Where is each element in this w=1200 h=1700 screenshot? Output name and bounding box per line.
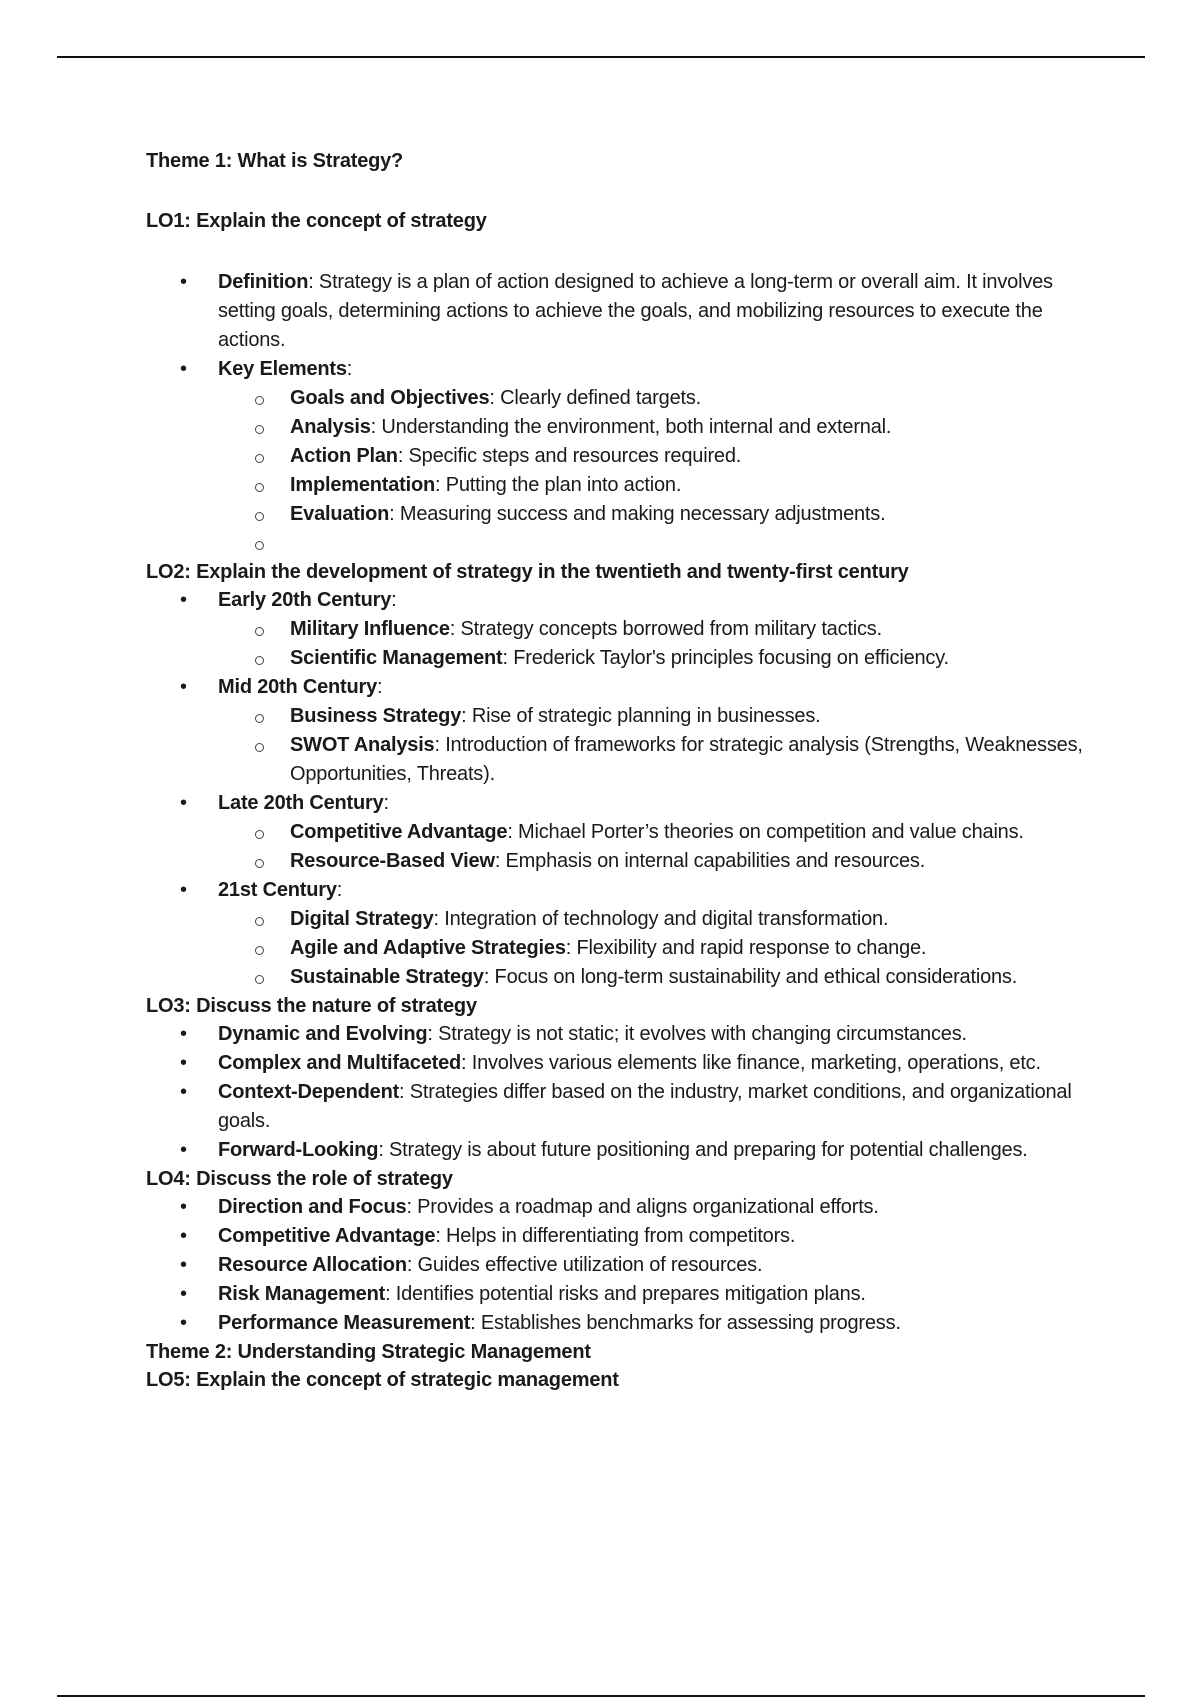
- item-term: Implementation: [290, 474, 435, 496]
- list-item: [218, 615, 1086, 644]
- item-term: Risk Management: [218, 1283, 386, 1305]
- lo2-list: [146, 586, 1086, 992]
- item-term: Analysis: [290, 416, 371, 438]
- lo1-heading: LO1: Explain the concept of strategy: [146, 210, 487, 232]
- item-text: : Provides a roadmap and aligns organizational efforts.: [406, 1196, 879, 1218]
- item-text: : Emphasis on internal capabilities and resources.: [494, 850, 926, 872]
- item-text: : Frederick Taylor's principles focusing on efficiency.: [502, 647, 949, 669]
- footer-rule: [57, 1695, 1145, 1697]
- item-text: : Strategy concepts borrowed from military tactics.: [449, 618, 882, 640]
- sub-list: [218, 818, 1086, 876]
- item-term: Definition: [218, 271, 309, 293]
- list-item: [218, 818, 1086, 847]
- item-term: Context-Dependent: [218, 1081, 400, 1103]
- item-term: Business Strategy: [290, 705, 462, 727]
- item-term: Key Elements: [218, 358, 347, 380]
- item-text: :: [377, 676, 383, 698]
- list-item: [218, 442, 1086, 471]
- item-term: Goals and Objectives: [290, 387, 490, 409]
- item-term: Performance Measurement: [218, 1312, 471, 1334]
- list-item: [146, 1251, 1086, 1280]
- lo4-list: [146, 1193, 1086, 1338]
- item-term: Military Influence: [290, 618, 450, 640]
- list-item: [146, 586, 1086, 673]
- list-item: [218, 905, 1086, 934]
- item-term: SWOT Analysis: [290, 734, 435, 756]
- sub-list: [218, 702, 1086, 789]
- item-text: : Strategies differ based on the industry, market conditions, and organizational goals.: [218, 1081, 1072, 1132]
- item-term: Competitive Advantage: [290, 821, 508, 843]
- list-item: [146, 876, 1086, 992]
- key-elements-list: [218, 384, 1086, 558]
- list-item: [146, 789, 1086, 876]
- list-item: [146, 673, 1086, 789]
- list-item: [218, 471, 1086, 500]
- item-term: Competitive Advantage: [218, 1225, 436, 1247]
- list-item: [218, 731, 1086, 789]
- item-text: :: [336, 879, 343, 901]
- list-item: [218, 644, 1086, 673]
- item-text: : Helps in differentiating from competitors.: [435, 1225, 796, 1247]
- item-text: :: [383, 792, 389, 814]
- item-text: : Michael Porter’s theories on competition and value chains.: [507, 821, 1024, 843]
- theme1-heading: Theme 1: What is Strategy?: [146, 150, 404, 172]
- item-term: Forward-Looking: [218, 1139, 379, 1161]
- list-item: [146, 1309, 1086, 1338]
- item-text: : Measuring success and making necessary adjustments.: [389, 503, 886, 525]
- list-item: [146, 1222, 1086, 1251]
- item-text: : Guides effective utilization of resources.: [406, 1254, 763, 1276]
- item-term: Agile and Adaptive Strategies: [290, 937, 566, 959]
- list-item: [146, 1193, 1086, 1222]
- item-text: : Introduction of frameworks for strategic analysis (Strengths, Weaknesses, Opportunities, Threats).: [290, 734, 1083, 785]
- empty-list-item: [218, 529, 1086, 558]
- item-text: : Clearly defined targets.: [489, 387, 701, 409]
- list-item: [218, 413, 1086, 442]
- list-item: [218, 963, 1086, 992]
- item-term: Early 20th Century: [218, 589, 392, 611]
- item-term: Dynamic and Evolving: [218, 1023, 428, 1045]
- item-text: :: [391, 589, 397, 611]
- item-term: 21st Century: [218, 879, 337, 901]
- header-rule: [57, 56, 1145, 58]
- item-term: Complex and Multifaceted: [218, 1052, 462, 1074]
- lo5-heading: LO5: Explain the concept of strategic management: [146, 1369, 619, 1391]
- item-term: Resource Allocation: [218, 1254, 407, 1276]
- document-body: [146, 147, 1086, 1394]
- item-text: : Flexibility and rapid response to change.: [565, 937, 927, 959]
- sub-list: [218, 615, 1086, 673]
- theme2-heading: Theme 2: Understanding Strategic Management: [146, 1341, 591, 1363]
- list-item: [146, 355, 1086, 558]
- lo4-heading: LO4: Discuss the role of strategy: [146, 1168, 453, 1190]
- item-text: : Identifies potential risks and prepares mitigation plans.: [385, 1283, 866, 1305]
- list-item: [146, 1020, 1086, 1049]
- item-text: :: [346, 358, 353, 380]
- list-item: [218, 500, 1086, 529]
- list-item: [218, 934, 1086, 963]
- item-text: : Understanding the environment, both internal and external.: [370, 416, 892, 438]
- list-item: [146, 1136, 1086, 1165]
- sub-list: [218, 905, 1086, 992]
- lo1-list: [146, 268, 1086, 558]
- item-term: Digital Strategy: [290, 908, 434, 930]
- item-text: : Putting the plan into action.: [435, 474, 682, 496]
- list-item: [218, 384, 1086, 413]
- list-item: [218, 847, 1086, 876]
- list-item: [218, 702, 1086, 731]
- item-text: : Specific steps and resources required.: [397, 445, 742, 467]
- item-text: : Involves various elements like finance, marketing, operations, etc.: [461, 1052, 1041, 1074]
- item-term: Scientific Management: [290, 647, 503, 669]
- lo2-heading: LO2: Explain the development of strategy in the twentieth and twenty-first century: [146, 561, 909, 583]
- item-term: Action Plan: [290, 445, 398, 467]
- list-item: [146, 268, 1086, 355]
- item-term: Late 20th Century: [218, 792, 384, 814]
- item-text: : Integration of technology and digital transformation.: [433, 908, 889, 930]
- list-item: [146, 1078, 1086, 1136]
- list-item: [146, 1049, 1086, 1078]
- item-term: Evaluation: [290, 503, 390, 525]
- item-text: : Strategy is not static; it evolves with changing circumstances.: [427, 1023, 967, 1045]
- lo3-list: [146, 1020, 1086, 1165]
- item-term: Mid 20th Century: [218, 676, 378, 698]
- item-text: : Focus on long-term sustainability and ethical considerations.: [483, 966, 1018, 988]
- item-text: : Strategy is about future positioning and preparing for potential challenges.: [378, 1139, 1028, 1161]
- lo3-heading: LO3: Discuss the nature of strategy: [146, 995, 477, 1017]
- item-term: Direction and Focus: [218, 1196, 407, 1218]
- item-text: : Establishes benchmarks for assessing progress.: [470, 1312, 901, 1334]
- item-text: : Strategy is a plan of action designed to achieve a long-term or overall aim. It involves setting goals, determining actions to achieve the goals, and mobilizing resources to execute the actions.: [218, 271, 1053, 351]
- list-item: [146, 1280, 1086, 1309]
- item-term: Resource-Based View: [290, 850, 495, 872]
- item-term: Sustainable Strategy: [290, 966, 484, 988]
- item-text: : Rise of strategic planning in businesses.: [461, 705, 821, 727]
